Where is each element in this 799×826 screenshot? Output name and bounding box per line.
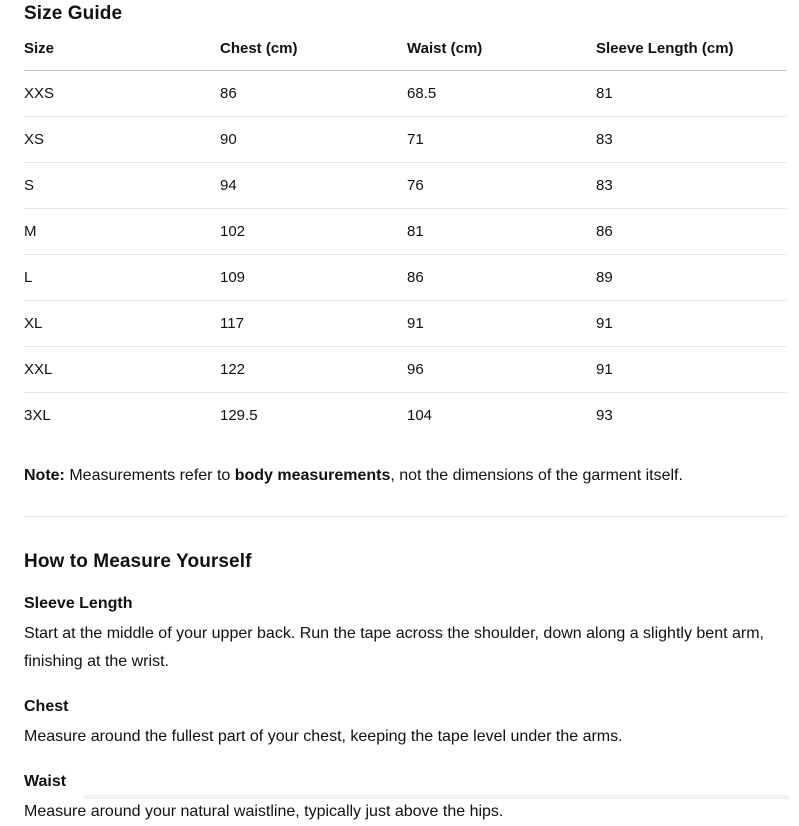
measurement-value-cell: 86: [407, 255, 596, 301]
table-row: [24, 209, 787, 255]
measurement-value-cell: 71: [407, 117, 596, 163]
section-divider: [24, 516, 787, 517]
column-header-size: Size: [24, 40, 220, 71]
size-label-cell: L: [24, 255, 220, 301]
note-text: [24, 466, 787, 485]
measurement-value-cell: 122: [220, 347, 407, 393]
measurement-value-cell: 117: [220, 301, 407, 347]
measure-body-waist: Measure around your natural waistline, typically just above the hips.: [24, 803, 504, 820]
size-label-cell: XL: [24, 301, 220, 347]
measurement-value-cell: 86: [596, 209, 787, 255]
size-label-cell: XXL: [24, 347, 220, 393]
measurement-value-cell: 68.5: [407, 71, 596, 117]
measure-heading-chest: Chest: [24, 698, 69, 715]
size-table-body: [24, 71, 787, 439]
measurement-value-cell: 90: [220, 117, 407, 163]
size-label-cell: XXS: [24, 71, 220, 117]
measurement-value-cell: 81: [407, 209, 596, 255]
size-label-cell: M: [24, 209, 220, 255]
measure-heading-sleeve-length: Sleeve Length: [24, 595, 133, 612]
note-body-2: , not the dimensions of the garment itself.: [390, 467, 683, 484]
measurement-value-cell: 76: [407, 163, 596, 209]
measure-guide-title: How to Measure Yourself: [24, 551, 252, 572]
measurement-value-cell: 102: [220, 209, 407, 255]
measurement-value-cell: 81: [596, 71, 787, 117]
size-label-cell: 3XL: [24, 407, 51, 424]
measurement-value-cell: 89: [596, 255, 787, 301]
column-header-waist: Waist (cm): [407, 40, 596, 71]
measurement-value-cell: 109: [220, 255, 407, 301]
size-table-header-row: [24, 40, 787, 71]
measurement-value-cell: 91: [596, 301, 787, 347]
size-table: [24, 40, 787, 438]
table-row: [24, 71, 787, 117]
table-row: [24, 163, 787, 209]
measurement-value-cell: 94: [220, 163, 407, 209]
partially-visible-bottom-element: [83, 795, 790, 799]
note-label: Note:: [24, 467, 65, 484]
measurement-value-cell: 104: [407, 407, 433, 424]
note-bold-phrase: body measurements: [234, 467, 391, 484]
table-row: [24, 117, 787, 163]
page-title: Size Guide: [24, 3, 123, 24]
column-header-sleeve-length: Sleeve Length (cm): [596, 40, 787, 71]
measurement-value-cell: 83: [596, 163, 787, 209]
measure-heading-waist: Waist: [24, 773, 67, 790]
measurement-value-cell: 93: [596, 407, 613, 424]
measure-section-waist: [24, 772, 787, 826]
table-row: [24, 393, 787, 439]
measurement-value-cell: 96: [407, 347, 596, 393]
measure-body-sleeve-length: Start at the middle of your upper back. Run the tape across the shoulder, down along a slightly bent arm, finishing at the wrist.: [24, 625, 764, 670]
measurement-value-cell: 129.5: [220, 407, 258, 424]
measurement-value-cell: 83: [596, 117, 787, 163]
column-header-chest: Chest (cm): [220, 40, 407, 71]
table-row: [24, 255, 787, 301]
measure-section-chest: [24, 697, 787, 751]
measure-section-sleeve-length: [24, 594, 787, 676]
measure-body-chest: Measure around the fullest part of your chest, keeping the tape level under the arms.: [24, 728, 623, 745]
measurement-value-cell: 91: [407, 301, 596, 347]
table-row: [24, 347, 787, 393]
size-label-cell: S: [24, 163, 220, 209]
measurement-value-cell: 86: [220, 71, 407, 117]
measurement-value-cell: 91: [596, 347, 787, 393]
table-row: [24, 301, 787, 347]
size-label-cell: XS: [24, 117, 220, 163]
note-body-1: Measurements refer to: [64, 467, 235, 484]
